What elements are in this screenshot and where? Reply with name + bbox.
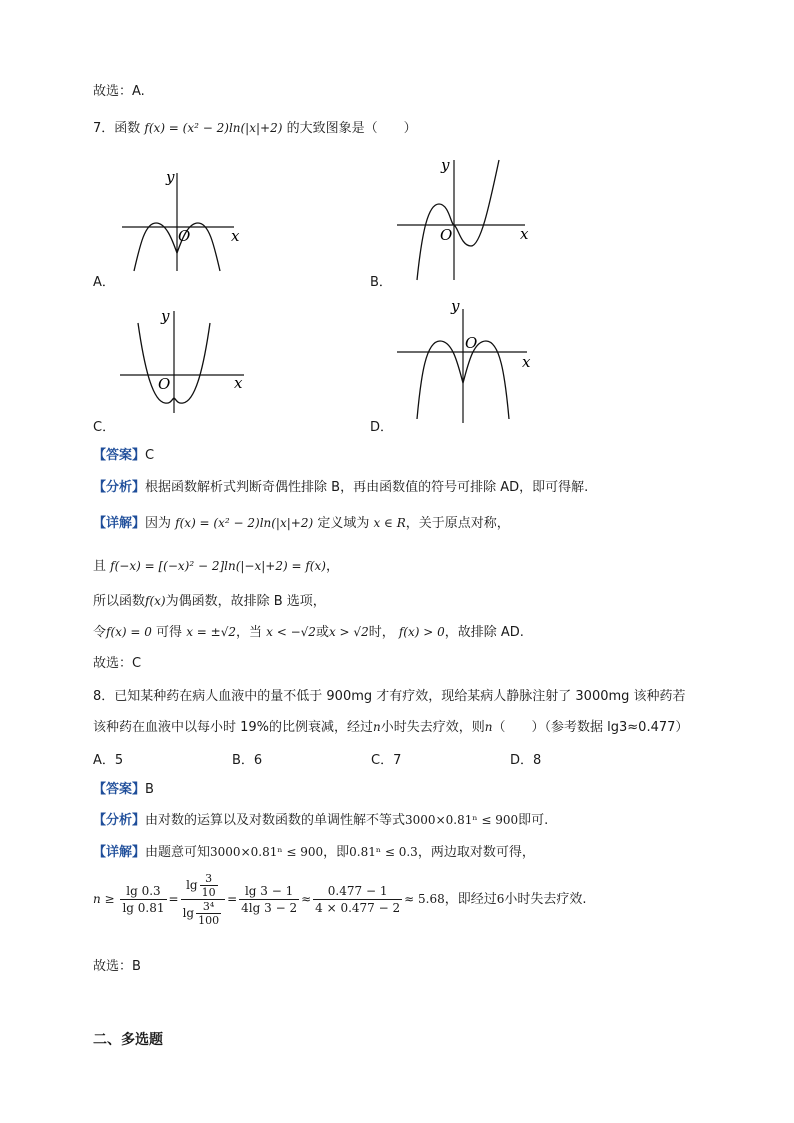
q7-detail-tag: 【详解】 [93, 516, 146, 531]
eq-frac-4-den: 4 × 0.477 − 2 [315, 901, 401, 915]
q7-detail-1c: 定义域为 [317, 516, 370, 531]
graph-d-label: D． [370, 420, 394, 435]
eq-frac-4-num: 0.477 − 1 [313, 883, 402, 900]
q8-analysis-a: 由对数的运算以及对数函数的单调性解不等式 [145, 813, 406, 828]
eq-approx: ≈ [301, 892, 312, 906]
q8-conclusion: 故选：B [93, 959, 141, 974]
q7-detail-2c: ， [325, 559, 339, 574]
q7-detail-2a: 且 [93, 559, 107, 574]
graph-a-plot [118, 165, 248, 277]
q8-stem-line-2 [93, 718, 688, 737]
q7-analysis-tag: 【分析】 [93, 480, 146, 495]
q7-detail-1b: f(x) = (x² − 2)ln(|x|+2) [175, 516, 314, 530]
q7-analysis [93, 479, 588, 497]
eq-result: ≈ 5.68 [404, 892, 445, 906]
eq-frac-2 [181, 872, 226, 927]
graph-c-plot [118, 305, 248, 415]
q7-detail-4d: x = ±√2 [186, 625, 236, 639]
q8-detail-1e: ，两边取对数可得， [417, 845, 535, 860]
q7-detail-2b: f(−x) = [(−x)² − 2]ln(|−x|+2) = f(x) [110, 559, 326, 573]
prev-answer: 故选：A. [93, 84, 145, 99]
graph-c-origin: O [158, 375, 171, 393]
eq-frac-2-num-lg: lg [186, 878, 198, 892]
q7-detail-4i: 时， [368, 625, 395, 640]
q7-detail-1a: 因为 [145, 516, 172, 531]
eq-frac-2-den-inner-num: 3⁴ [196, 900, 221, 914]
q7-detail-4h: x > √2 [328, 625, 369, 639]
q7-detail-4b: f(x) = 0 [106, 625, 152, 639]
q8-option-c: C．7 [371, 753, 402, 768]
q8-detail-1d: 0.81ⁿ ≤ 0.3 [349, 845, 418, 859]
eq-tail-a: ，即经过 [444, 892, 497, 907]
q8-line2a: 该种药在血液中以每小时 19%的比例衰减，经过 [93, 720, 374, 735]
q8-line2d: n [484, 720, 493, 734]
q7-suffix: 的大致图象是（ ） [286, 121, 417, 136]
graph-c [118, 305, 248, 415]
q8-detail-line-1 [93, 843, 535, 862]
q8-line2b: n [373, 720, 381, 734]
eq-frac-2-num-inner-num: 3 [200, 872, 218, 886]
q8-equation: n ≥ $\frac{\lg 0.3}{\lg 0.81}$ = lg $\frac{3}{10}$ lg $\frac{\text{3⁴}}{100}$ = $\frac{\lg 3 - 1}{4\lg 3 - 2}$ ≈ $\frac{0.477 - 1}{4 \times 0.477 - 2}$ ≈ 5.68，即经过6小时失去疗效. [93, 872, 587, 927]
q8-option-a: A．5 [93, 753, 124, 768]
graph-a-y-label: y [166, 168, 175, 186]
q7-analysis-text: 根据函数解析式判断奇偶性排除 B，再由函数值的符号可排除 AD，即可得解. [145, 480, 589, 495]
graph-b-label: B． [370, 275, 392, 290]
eq-tail-c: 小时失去疗效. [504, 892, 587, 907]
q8-detail-1b: 3000×0.81ⁿ ≤ 900 [210, 845, 324, 859]
eq-frac-3-den: 4lg 3 − 2 [241, 901, 298, 915]
graph-b-curve [417, 160, 499, 280]
eq-frac-1 [120, 883, 166, 916]
graph-a [118, 165, 248, 277]
graph-d-y-label: y [451, 297, 460, 315]
eq-tail-b: 6 [496, 892, 505, 906]
graph-c-x-label: x [234, 374, 243, 392]
eq-frac-2-den-inner-den: 100 [198, 914, 220, 927]
graph-b-y-label: y [441, 156, 450, 174]
eq-frac-2-num-inner [200, 872, 218, 899]
eq-frac-2-num [181, 872, 226, 900]
q8-analysis-b: 3000×0.81ⁿ ≤ 900 [405, 813, 519, 827]
eq-frac-3-num: lg 3 − 1 [239, 883, 299, 900]
graph-b [395, 152, 535, 282]
q7-answer [93, 447, 154, 465]
q8-analysis-tag: 【分析】 [93, 813, 146, 828]
graph-a-label: A． [93, 275, 115, 290]
q7-detail-1d: x ∈ R [373, 516, 406, 530]
graph-b-origin: O [440, 226, 453, 244]
q7-detail-3a: 所以函数 [93, 594, 146, 609]
eq-frac-1-den: lg 0.81 [122, 901, 165, 915]
q7-detail-3c: 为偶函数，故排除 B 选项， [165, 594, 326, 609]
q7-detail-4g: 或 [315, 625, 329, 640]
eq-frac-4 [313, 883, 402, 916]
q7-detail-4a: 令 [93, 625, 107, 640]
q7-detail-4k: ，故排除 AD. [444, 625, 524, 640]
graph-d-origin: O [465, 334, 478, 352]
q7-detail-line-1 [93, 514, 510, 533]
graph-c-label: C． [93, 420, 116, 435]
q7-detail-4f: x < −√2 [266, 625, 316, 639]
q8-detail-tag: 【详解】 [93, 845, 146, 860]
q7-detail-line-4 [93, 623, 524, 642]
eq-frac-3 [239, 883, 299, 916]
graph-c-y-label: y [161, 307, 170, 325]
q8-analysis [93, 811, 548, 830]
q7-formula: f(x) = (x² − 2)ln(|x|+2) [144, 121, 283, 135]
graph-d-plot [395, 295, 535, 427]
q7-answer-value: C [145, 448, 155, 463]
q7-detail-4e: ，当 [236, 625, 263, 640]
graph-a-x-label: x [231, 227, 240, 245]
q8-stem-line-1: 8．已知某种药在病人血液中的量不低于 900mg 才有疗效，现给某病人静脉注射了 3000mg 该种药若 [93, 689, 686, 704]
q8-option-d: D．8 [510, 753, 542, 768]
q7-detail-1e: ，关于原点对称， [405, 516, 510, 531]
eq-frac-2-den [181, 900, 226, 927]
q8-line2c: 小时失去疗效，则 [380, 720, 485, 735]
q8-detail-1c: ，即 [323, 845, 350, 860]
eq-n: n ≥ [93, 892, 115, 906]
q8-line2e: （ ）（参考数据 lg3≈0.477） [492, 720, 689, 735]
q7-detail-4c: 可得 [156, 625, 183, 640]
q8-answer-tag: 【答案】 [93, 782, 146, 797]
q8-answer-value: B [145, 782, 154, 797]
eq-frac-2-den-inner [196, 900, 221, 927]
q7-detail-3b: f(x) [145, 594, 166, 608]
q8-analysis-c: 即可. [518, 813, 549, 828]
q8-detail-1a: 由题意可知 [145, 845, 211, 860]
q7-conclusion: 故选：C [93, 656, 142, 671]
q7-detail-4j: f(x) > 0 [398, 625, 445, 639]
eq-frac-2-num-inner-den: 10 [201, 886, 216, 899]
graph-b-x-label: x [520, 225, 529, 243]
q7-detail-line-2 [93, 557, 339, 576]
graph-d [395, 295, 535, 427]
section-heading: 二、多选题 [93, 1032, 163, 1048]
graph-a-origin: O [178, 227, 191, 245]
q7-stem [93, 119, 417, 138]
graph-b-plot [395, 152, 535, 282]
q7-prefix: 7．函数 [93, 121, 141, 136]
q8-option-b: B．6 [232, 753, 263, 768]
q7-detail-line-3 [93, 592, 326, 611]
q8-answer [93, 781, 154, 799]
graph-d-x-label: x [522, 353, 531, 371]
eq-frac-2-den-lg: lg [182, 906, 195, 920]
q7-answer-tag: 【答案】 [93, 448, 146, 463]
eq-frac-1-num: lg 0.3 [120, 883, 166, 900]
